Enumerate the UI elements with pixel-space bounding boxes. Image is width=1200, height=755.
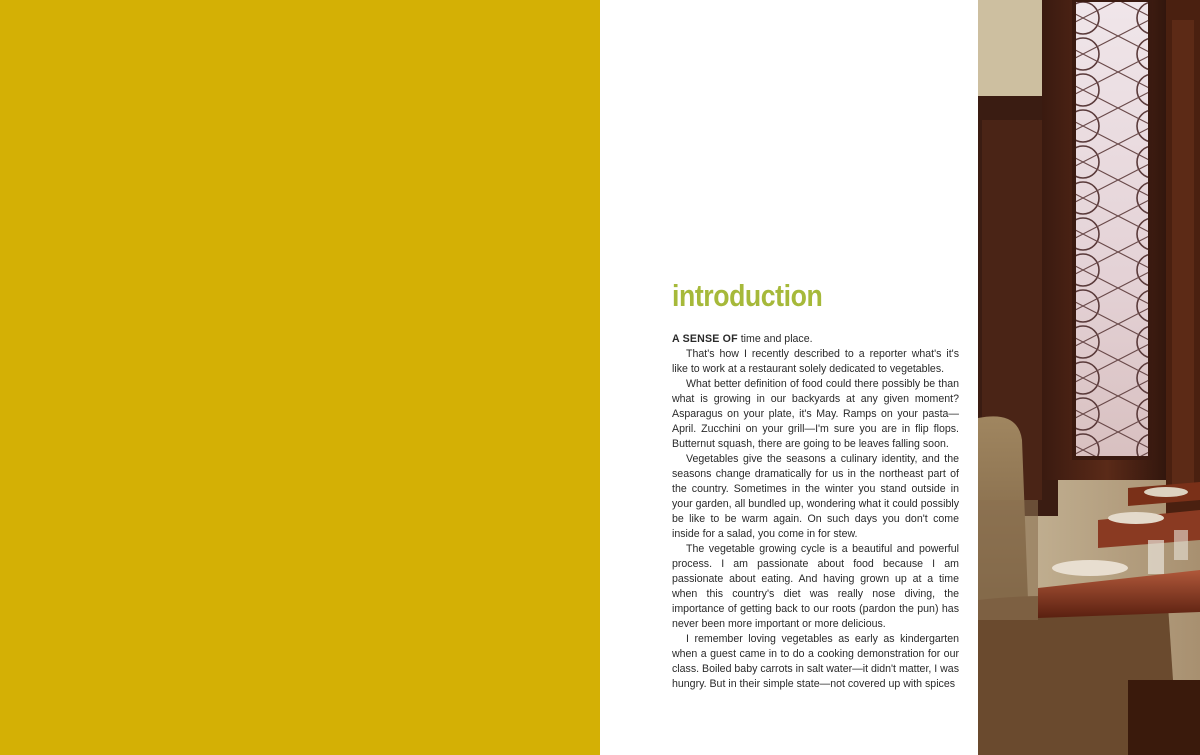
text-page: [600, 0, 978, 755]
paragraph: What better definition of food could there possibly be than what is growing in our backyards at any given moment? Asparagus on your plate, it's May. Ramps on your pasta—April. Zucchini on your grill—I'm sure you are in flip flops. Butternut squash, there are going to be leaves falling soon.: [672, 378, 959, 450]
lead-in: A SENSE OF: [672, 333, 738, 345]
paragraph: I remember loving vegetables as early as kindergarten when a guest came in to do a cooking demonstration for our class. Boiled baby carrots in salt water—it didn't matter, I was hungry. But in their simple state—not covered up with spices: [672, 633, 959, 690]
paragraph: That's how I recently described to a reporter what's it's like to work at a restaurant solely dedicated to vegetables.: [672, 348, 959, 375]
lead-paragraph: [672, 332, 959, 347]
page-title: introduction: [672, 278, 823, 313]
article-body: [672, 332, 959, 692]
paragraph: The vegetable growing cycle is a beautiful and powerful process. I am passionate about food because I am passionate about eating. And having grown up at a time when this country's diet was really nose diving, the importance of getting back to our roots (pardon the pun) has never been more important or more delicious.: [672, 543, 959, 630]
lead-rest: time and place.: [737, 333, 813, 345]
paragraph: Vegetables give the seasons a culinary identity, and the seasons change dramatically for us in the northeast part of the country. Sometimes in the winter you stand outside in your garden, all bundled up, wondering what it could possibly be like to be warm again. On such days you don't come inside for a salad, you come in for stew.: [672, 453, 959, 540]
restaurant-interior-photo: [978, 0, 1200, 755]
